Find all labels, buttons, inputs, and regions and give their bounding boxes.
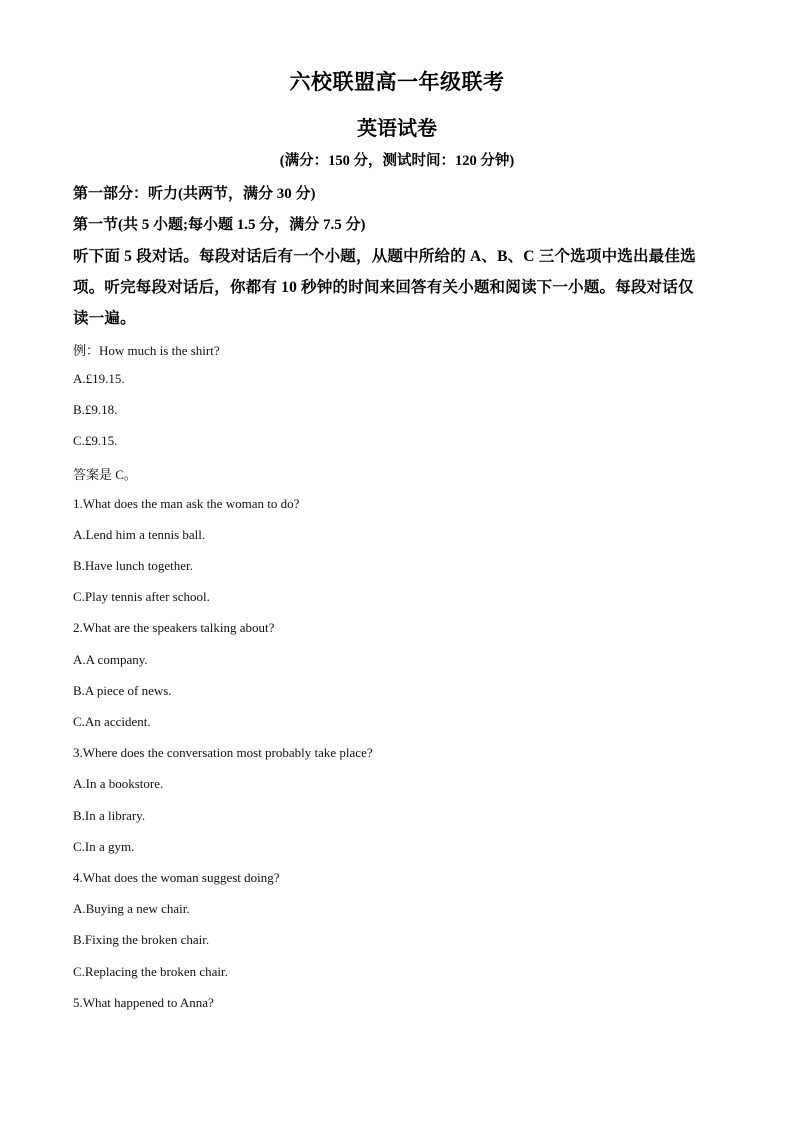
answer-option: A.Buying a new chair. [73, 901, 190, 916]
instruction-line: 项。听完每段对话后，你都有 10 秒钟的时间来回答有关小题和阅读下一小题。每段对话仅 [73, 279, 694, 296]
answer-option: C.In a gym. [73, 839, 135, 854]
answer-option: C.Replacing the broken chair. [73, 964, 228, 979]
question-text: 1.What does the man ask the woman to do? [73, 496, 300, 511]
answer-option: C.Play tennis after school. [73, 589, 210, 604]
question-text: 5.What happened to Anna? [73, 995, 214, 1010]
question-text: 4.What does the woman suggest doing? [73, 870, 280, 885]
answer-option: A.A company. [73, 652, 148, 667]
example-question: 例：How much is the shirt? [73, 343, 220, 358]
example-answer: 答案是 C。 [73, 467, 137, 482]
example-option: A.£19.15. [73, 371, 125, 386]
answer-option: C.An accident. [73, 714, 151, 729]
exam-title: 六校联盟高一年级联考 [289, 70, 505, 94]
answer-option: A.Lend him a tennis ball. [73, 527, 206, 542]
exam-meta: (满分：150 分，测试时间：120 分钟) [279, 153, 515, 169]
example-option: B.£9.18. [73, 402, 118, 417]
section1-heading: 第一节(共 5 小题;每小题 1.5 分，满分 7.5 分) [73, 217, 366, 233]
part1-heading: 第一部分：听力(共两节，满分 30 分) [73, 186, 316, 202]
exam-subtitle: 英语试卷 [357, 118, 437, 140]
example-option: C.£9.15. [73, 433, 118, 448]
answer-option: B.A piece of news. [73, 683, 172, 698]
question-text: 2.What are the speakers talking about? [73, 620, 275, 635]
answer-option: B.In a library. [73, 808, 146, 823]
answer-option: A.In a bookstore. [73, 776, 164, 791]
answer-option: B.Have lunch together. [73, 558, 193, 573]
answer-option: B.Fixing the broken chair. [73, 932, 210, 947]
instruction-line: 读一遍。 [73, 310, 136, 327]
instruction-line: 听下面 5 段对话。每段对话后有一个小题，从题中所给的 A、B、C 三个选项中选出最佳选 [73, 248, 696, 265]
question-text: 3.Where does the conversation most probably take place? [73, 745, 373, 760]
